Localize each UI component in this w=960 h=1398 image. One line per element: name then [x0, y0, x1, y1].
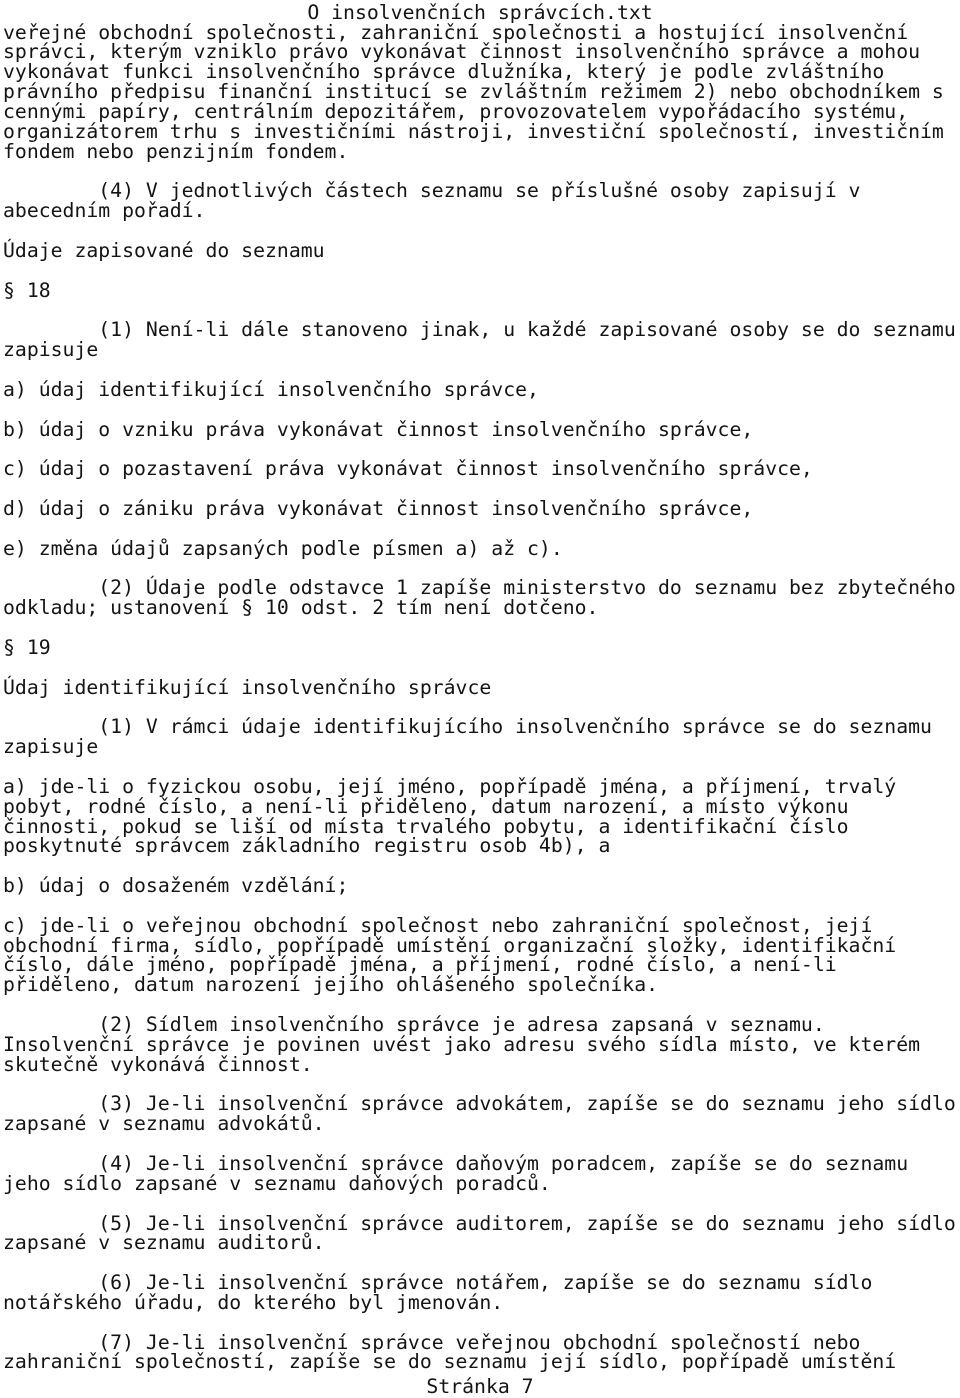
text-line: číslo, dále jméno, popřípadě jména, a příjmení, rodné číslo, a není-li [3, 953, 837, 977]
text-line: a) údaj identifikující insolvenčního správce, [3, 377, 539, 401]
text-line: § 19 [3, 635, 51, 659]
text-line: (5) Je-li insolvenční správce auditorem, zapíše se do seznamu jeho sídlo [3, 1211, 956, 1235]
text-line: (2) Sídlem insolvenčního správce je adresa zapsaná v seznamu. [3, 1013, 825, 1036]
text-line: (3) Je-li insolvenční správce advokátem, zapíše se do seznamu jeho sídlo [3, 1092, 956, 1116]
text-line: (2) Údaje podle odstavce 1 zapíše ministerstvo do seznamu bez zbytečného [3, 576, 956, 600]
text-line: (7) Je-li insolvenční správce veřejnou obchodní společností nebo [3, 1330, 861, 1354]
text-line: zapisuje [3, 338, 99, 362]
text-line: c) údaj o pozastavení práva vykonávat činnost insolvenčního správce, [3, 457, 813, 481]
text-line: notářského úřadu, do kterého byl jmenován. [3, 1290, 504, 1314]
text-line: zapsané v seznamu auditorů. [3, 1231, 325, 1255]
text-line: a) jde-li o fyzickou osobu, její jméno, popřípadě jména, a příjmení, trvalý [3, 774, 897, 798]
text-line: e) změna údajů zapsaných podle písmen a) až c). [3, 536, 563, 560]
text-line: veřejné obchodní společnosti, zahraniční společnosti a hostující insolvenční [3, 20, 909, 44]
text-line: (1) Není-li dále stanoveno jinak, u každé zapisované osoby se do seznamu [3, 318, 956, 342]
text-line: správci, kterým vzniklo právo vykonávat činnost insolvenčního správce a mohou [3, 40, 921, 64]
text-line: (6) Je-li insolvenční správce notářem, zapíše se do seznamu sídlo [3, 1271, 873, 1295]
text-line: zahraniční společností, zapíše se do seznamu její sídlo, popřípadě umístění [3, 1350, 897, 1374]
text-line: Údaj identifikující insolvenčního správce [3, 675, 492, 699]
text-line: (1) V rámci údaje identifikujícího insolvenčního správce se do seznamu [3, 715, 932, 739]
text-line: obchodní firma, sídlo, popřípadě umístění organizační složky, identifikační [3, 933, 897, 957]
text-line: jeho sídlo zapsané v seznamu daňových poradců. [3, 1171, 551, 1195]
page-footer: Stránka 7 [426, 1375, 534, 1398]
text-line: Insolvenční správce je povinen uvést jako adresu svého sídla místo, ve kterém [3, 1032, 921, 1056]
text-line: c) jde-li o veřejnou obchodní společnost nebo zahraniční společnost, její [3, 913, 873, 937]
text-line: zapsané v seznamu advokátů. [3, 1112, 325, 1136]
text-line: přiděleno, datum narození jejího ohlášeného společníka. [3, 973, 659, 997]
text-line: vykonávat funkci insolvenčního správce dlužníka, který je podle zvláštního [3, 60, 885, 84]
text-line: Údaje zapisované do seznamu [3, 238, 325, 262]
text-line: (4) Je-li insolvenční správce daňovým poradcem, zapíše se do seznamu [3, 1151, 909, 1175]
text-line: skutečně vykonává činnost. [3, 1052, 313, 1076]
text-line: (4) V jednotlivých částech seznamu se příslušné osoby zapisují v [3, 179, 861, 203]
text-line: právního předpisu finanční institucí se zvláštním režimem 2) nebo obchodníkem s [3, 80, 944, 104]
text-line: odkladu; ustanovení § 10 odst. 2 tím není dotčeno. [3, 596, 599, 620]
text-line: organizátorem trhu s investičními nástroji, investiční společností, investičním [3, 119, 944, 143]
text-line: poskytnuté správcem základního registru osob 4b), a [3, 834, 611, 858]
text-line: § 18 [3, 278, 51, 302]
document-title: O insolvenčních správcích.txt [307, 1, 653, 24]
text-line: abecedním pořadí. [3, 199, 206, 223]
text-line: pobyt, rodné číslo, a není-li přiděleno, datum narození, a místo výkonu [3, 794, 849, 818]
text-line: fondem nebo penzijním fondem. [3, 139, 349, 163]
text-line: b) údaj o vzniku práva vykonávat činnost insolvenčního správce, [3, 417, 754, 441]
text-line: cennými papíry, centrálním depozitářem, provozovatelem vypořádacího systému, [3, 99, 909, 123]
text-line: činnosti, pokud se liší od místa trvalého pobytu, a identifikační číslo [3, 814, 849, 838]
text-line: zapisuje [3, 735, 99, 759]
text-line: b) údaj o dosaženém vzdělání; [3, 874, 349, 898]
text-line: d) údaj o zániku práva vykonávat činnost insolvenčního správce, [3, 496, 754, 520]
